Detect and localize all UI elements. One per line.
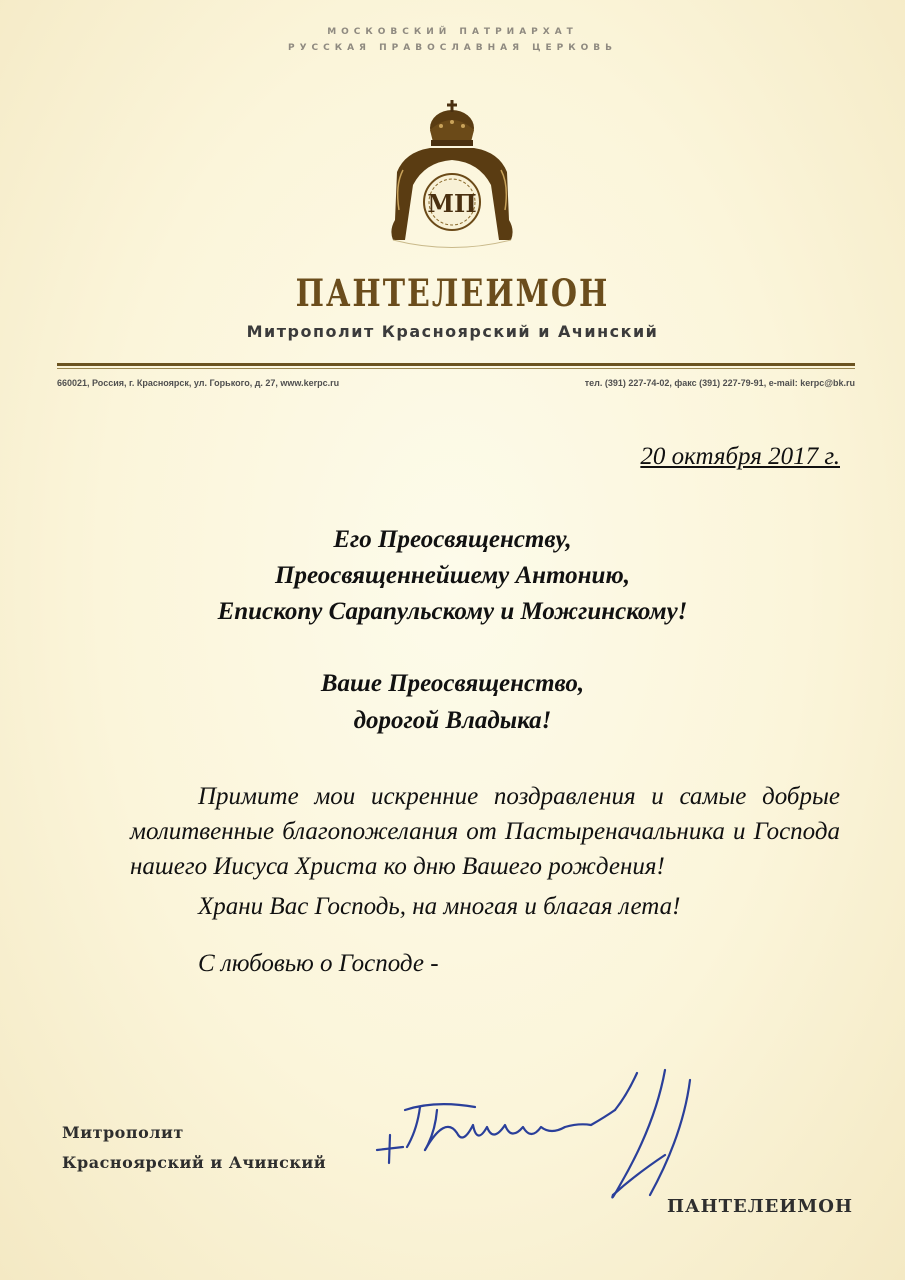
letterhead-church: РУССКАЯ ПРАВОСЛАВНАЯ ЦЕРКОВЬ [287,43,618,53]
addressee-line: Епископу Сарапульскому и Можгинскому! [217,598,688,625]
signatory-title: Митрополит [62,1123,184,1142]
metropolitan-title: Митрополит Красноярский и Ачинский [246,322,659,341]
contact-phones: тел. (391) 227-74-02, факс (391) 227-79-91, e-mail: kerpc@bk.ru [584,378,855,388]
header-rule-thin [57,368,855,369]
crown-icon [430,100,474,146]
handwritten-signature [365,1055,710,1215]
letter-closing: С любовью о Господе - [198,950,439,977]
monogram-text: МП [427,189,477,218]
salutation-line: Ваше Преосвященство, [320,670,585,697]
addressee-line: Преосвященнейшему Антонию, [275,562,630,589]
monogram-wreath-icon [424,174,480,230]
signatory-name: ПАНТЕЛЕИМОН [666,1196,853,1217]
salutation-line: дорогой Владыка! [353,707,552,734]
addressee-line: Его Преосвященству, [333,526,572,553]
letter-date: 20 октября 2017 г. [640,443,840,470]
signatory-see: Красноярский и Ачинский [62,1153,327,1172]
metropolitan-emblem [385,90,520,250]
letter-body: Примите мои искренние поздравления и самые добрые молитвенные благопожелания от Пастыреначальника и Господа нашего Иисуса Христа ко дню Вашего рождения! [130,783,840,880]
letterhead-patriarchate: МОСКОВСКИЙ ПАТРИАРХАТ [327,27,578,37]
metropolitan-name-ornamental: ПАНТЕЛЕИМОН [295,272,610,316]
postal-address: 660021, Россия, г. Красноярск, ул. Горького, д. 27, www.kerpc.ru [57,378,340,388]
letter-blessing: Храни Вас Господь, на многая и благая лета! [198,893,681,920]
header-rule [57,363,855,366]
